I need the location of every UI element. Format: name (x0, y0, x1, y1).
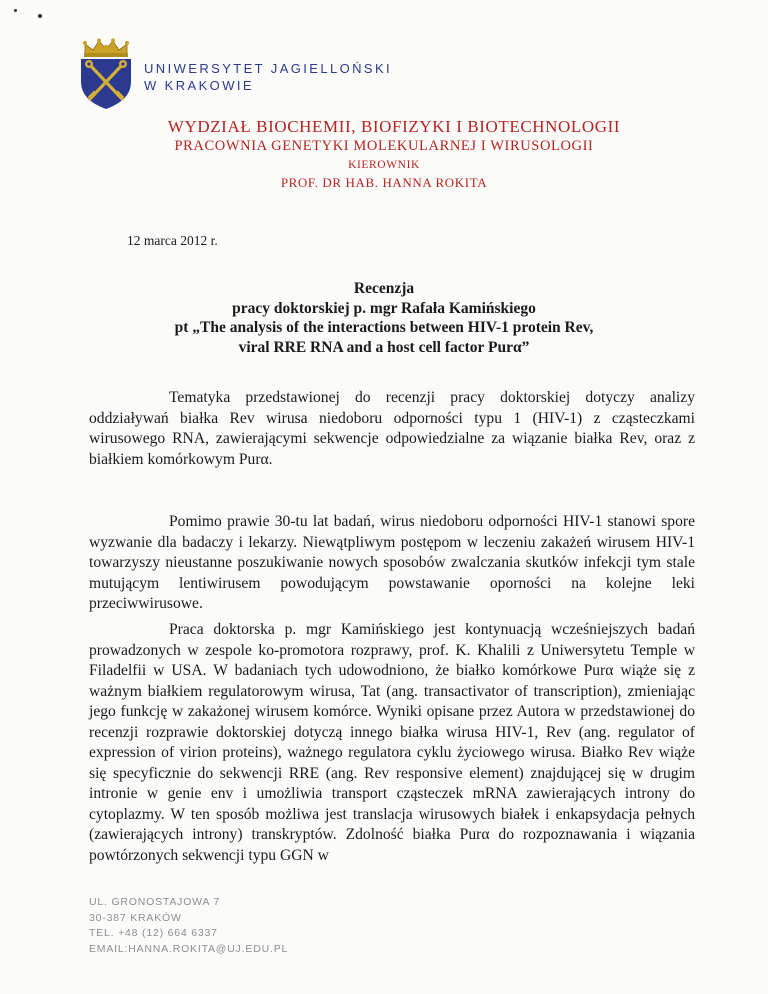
faculty-header (0, 117, 768, 191)
title-line2: pracy doktorskiej p. mgr Rafała Kamińskiego (232, 299, 536, 317)
university-crest-logo (77, 38, 135, 110)
faculty-name: WYDZIAŁ BIOCHEMII, BIOFIZYKI I BIOTECHNOLOGII (167, 117, 621, 136)
footer-address (89, 895, 288, 957)
lab-name: PRACOWNIA GENETYKI MOLEKULARNEJ I WIRUSOLOGII (174, 138, 594, 154)
review-title (0, 279, 768, 357)
university-name-line1: UNIWERSYTET JAGIELLOŃSKI (144, 61, 393, 76)
footer-city: 30-387 KRAKÓW (89, 911, 182, 924)
paragraph-3: Praca doktorska p. mgr Kamińskiego jest kontynuacją wcześniejszych badań prowadzonych w zespole ko-promotora rozprawy, prof. K. Khalili z Uniwersytetu Temple w Filadelfii w USA. W badaniach tych udowodniono, że białko komórkowe Purα wiąże się z ważnym białkiem regulatorowym wirusa, Tat (ang. transactivator of transcription), zmieniając jego funkcję w zakażonej wirusem komórce. Wyniki opisane przez Autora w przedstawionej do recenzji rozprawie doktorskiej dotyczą innego białka wirusa HIV-1, Rev (ang. regulator of expression of virion proteins), ważnego regulatora cyklu życiowego wirusa. Białko Rev wiąże się specyficznie do sekwencji RRE (ang. Rev responsive element) znajdującej się w drugim intronie w genie env i umożliwia transport cząsteczek mRNA zawierających introny do cytoplazmy. W ten sposób możliwa jest translacja wirusowych białek i enkapsydacja pełnych (zawierających introny) transkryptów. Zdolność białka Purα do rozpoznawania i wiązania powtórzonych sekwencji typu GGN w (89, 621, 695, 864)
scan-speck (14, 9, 17, 12)
title-line1: Recenzja (353, 280, 415, 297)
footer-phone: TEL. +48 (12) 664 6337 (89, 927, 218, 939)
head-name: PROF. DR HAB. HANNA ROKITA (280, 175, 488, 190)
letter-date: 12 marca 2012 r. (127, 233, 218, 248)
paragraph-2: Pomimo prawie 30-tu lat badań, wirus niedoboru odporności HIV-1 stanowi spore wyzwanie dla badaczy i lekarzy. Niewątpliwym postępom w leczeniu zakażeń wirusem HIV-1 towarzyszy nieustanne poszukiwanie nowych sposobów zwalczania skutków infekcji tym stale mutującym lentiwirusem powodującym powstawanie oporności na kolejne leki przeciwwirusowe. (89, 513, 695, 612)
university-name-line2: W KRAKOWIE (144, 78, 254, 93)
university-name (144, 60, 392, 94)
paragraph-1: Tematyka przedstawionej do recenzji pracy doktorskiej dotyczy analizy oddziaływań białka Rev wirusa niedoboru odporności typu 1 (HIV-1) z cząsteczkami wirusowego RNA, zawierającymi sekwencje odpowiedzialne za wiązanie białka Rev, oraz z białkiem komórkowym Purα. (89, 389, 695, 468)
title-line4: viral RRE RNA and a host cell factor Purα” (238, 338, 530, 356)
footer-street: UL. GRONOSTAJOWA 7 (89, 896, 221, 908)
scan-speck (38, 14, 42, 18)
footer-email: EMAIL:HANNA.ROKITA@UJ.EDU.PL (89, 942, 289, 955)
title-line3: pt „The analysis of the interactions between HIV-1 protein Rev, (174, 319, 594, 336)
role-title: KIEROWNIK (348, 159, 420, 171)
